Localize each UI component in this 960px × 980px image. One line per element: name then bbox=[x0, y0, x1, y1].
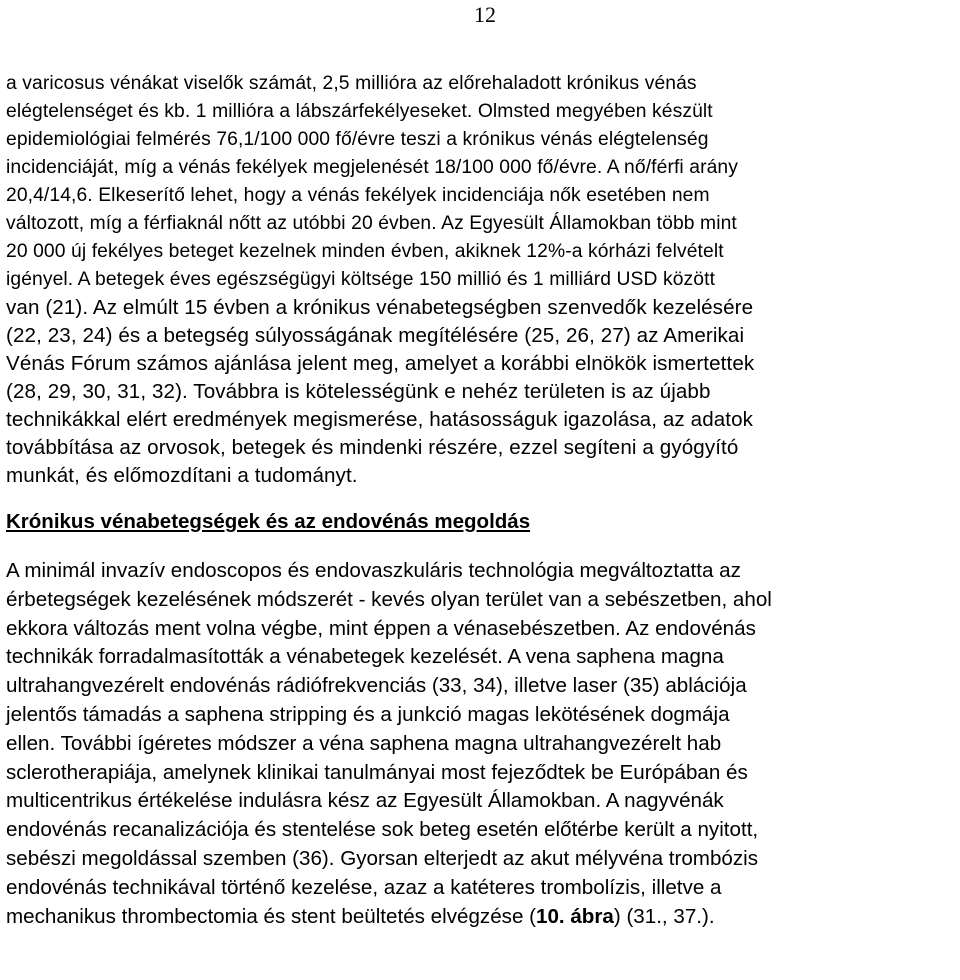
text-line: továbbítása az orvosok, betegek és mindenki részére, ezzel segíteni a gyógyító bbox=[6, 436, 739, 459]
text-line: endovénás recanalizációja és stentelése sok beteg esetén előtérbe került a nyitott, bbox=[6, 818, 759, 842]
text-line: epidemiológiai felmérés 76,1/100 000 fő/évre teszi a krónikus vénás elégtelenség bbox=[6, 129, 709, 150]
figure-reference: 10. ábra bbox=[536, 904, 614, 928]
text-line: jelentős támadás a saphena stripping és a junkció magas lekötésének dogmája bbox=[6, 702, 730, 726]
text-line: multicentrikus értékelése indulásra kész az Egyesült Államokban. A nagyvénák bbox=[6, 789, 724, 813]
text-line: ekkora változás ment volna végbe, mint éppen a vénasebészetben. Az endovénás bbox=[6, 616, 756, 640]
text-run: ) (31., 37.). bbox=[613, 904, 715, 928]
text-line: 20,4/14,6. Elkeserítő lehet, hogy a vénás fekélyek incidenciája nők esetében nem bbox=[6, 185, 710, 206]
text-line: a varicosus vénákat viselők számát, 2,5 millióra az előrehaladott krónikus vénás bbox=[6, 73, 697, 94]
text-line: (28, 29, 30, 31, 32). Továbbra is kötelességünk e nehéz területen is az újabb bbox=[6, 380, 711, 403]
text-line: ellen. További ígéretes módszer a véna saphena magna ultrahangvezérelt hab bbox=[6, 731, 722, 755]
document-body bbox=[6, 70, 954, 931]
text-line: Vénás Fórum számos ajánlása jelent meg, amelyet a korábbi elnökök ismertettek bbox=[6, 352, 755, 375]
text-run: mechanikus thrombectomia és stent beültetés elvégzése ( bbox=[6, 904, 536, 928]
text-line: érbetegségek kezelésének módszerét - kevés olyan terület van a sebészetben, ahol bbox=[6, 587, 772, 611]
paragraph-2 bbox=[6, 557, 954, 931]
text-line: sclerotherapiája, amelynek klinikai tanulmányai most fejeződtek be Európában és bbox=[6, 760, 748, 784]
text-line: igényel. A betegek éves egészségügyi költsége 150 millió és 1 milliárd USD között bbox=[6, 269, 716, 290]
text-line: van (21). Az elmúlt 15 évben a krónikus vénabetegségben szenvedők kezelésére bbox=[6, 296, 754, 319]
text-line: munkát, és előmozdítani a tudományt. bbox=[6, 464, 358, 487]
text-line: (22, 23, 24) és a betegség súlyosságának megítélésére (25, 26, 27) az Amerikai bbox=[6, 324, 745, 347]
text-line: technikák forradalmasították a vénabetegek kezelését. A vena saphena magna bbox=[6, 645, 724, 669]
text-line: elégtelenséget és kb. 1 millióra a lábszárfekélyeseket. Olmsted megyében készült bbox=[6, 101, 713, 122]
text-line: technikákkal elért eredmények megismerése, hatásosságuk igazolása, az adatok bbox=[6, 408, 754, 431]
text-line: incidenciáját, míg a vénás fekélyek megjelenését 18/100 000 fő/évre. A nő/férfi arány bbox=[6, 157, 738, 178]
page-number: 12 bbox=[474, 2, 496, 27]
section-heading: Krónikus vénabetegségek és az endovénás megoldás bbox=[6, 510, 531, 533]
text-line: ultrahangvezérelt endovénás rádiófrekvenciás (33, 34), illetve laser (35) ablációja bbox=[6, 674, 747, 698]
paragraph-1 bbox=[6, 70, 954, 490]
text-line: változott, míg a férfiaknál nőtt az utóbbi 20 évben. Az Egyesült Államokban több mint bbox=[6, 213, 737, 234]
text-line-last bbox=[6, 903, 954, 932]
text-line: A minimál invazív endoscopos és endovaszkuláris technológia megváltoztatta az bbox=[6, 559, 741, 582]
text-line: sebészi megoldással szemben (36). Gyorsan elterjedt az akut mélyvéna trombózis bbox=[6, 846, 759, 870]
text-line: 20 000 új fekélyes beteget kezelnek minden évben, akiknek 12%-a kórházi felvételt bbox=[6, 241, 724, 262]
text-line: endovénás technikával történő kezelése, azaz a katéteres trombolízis, illetve a bbox=[6, 875, 722, 899]
